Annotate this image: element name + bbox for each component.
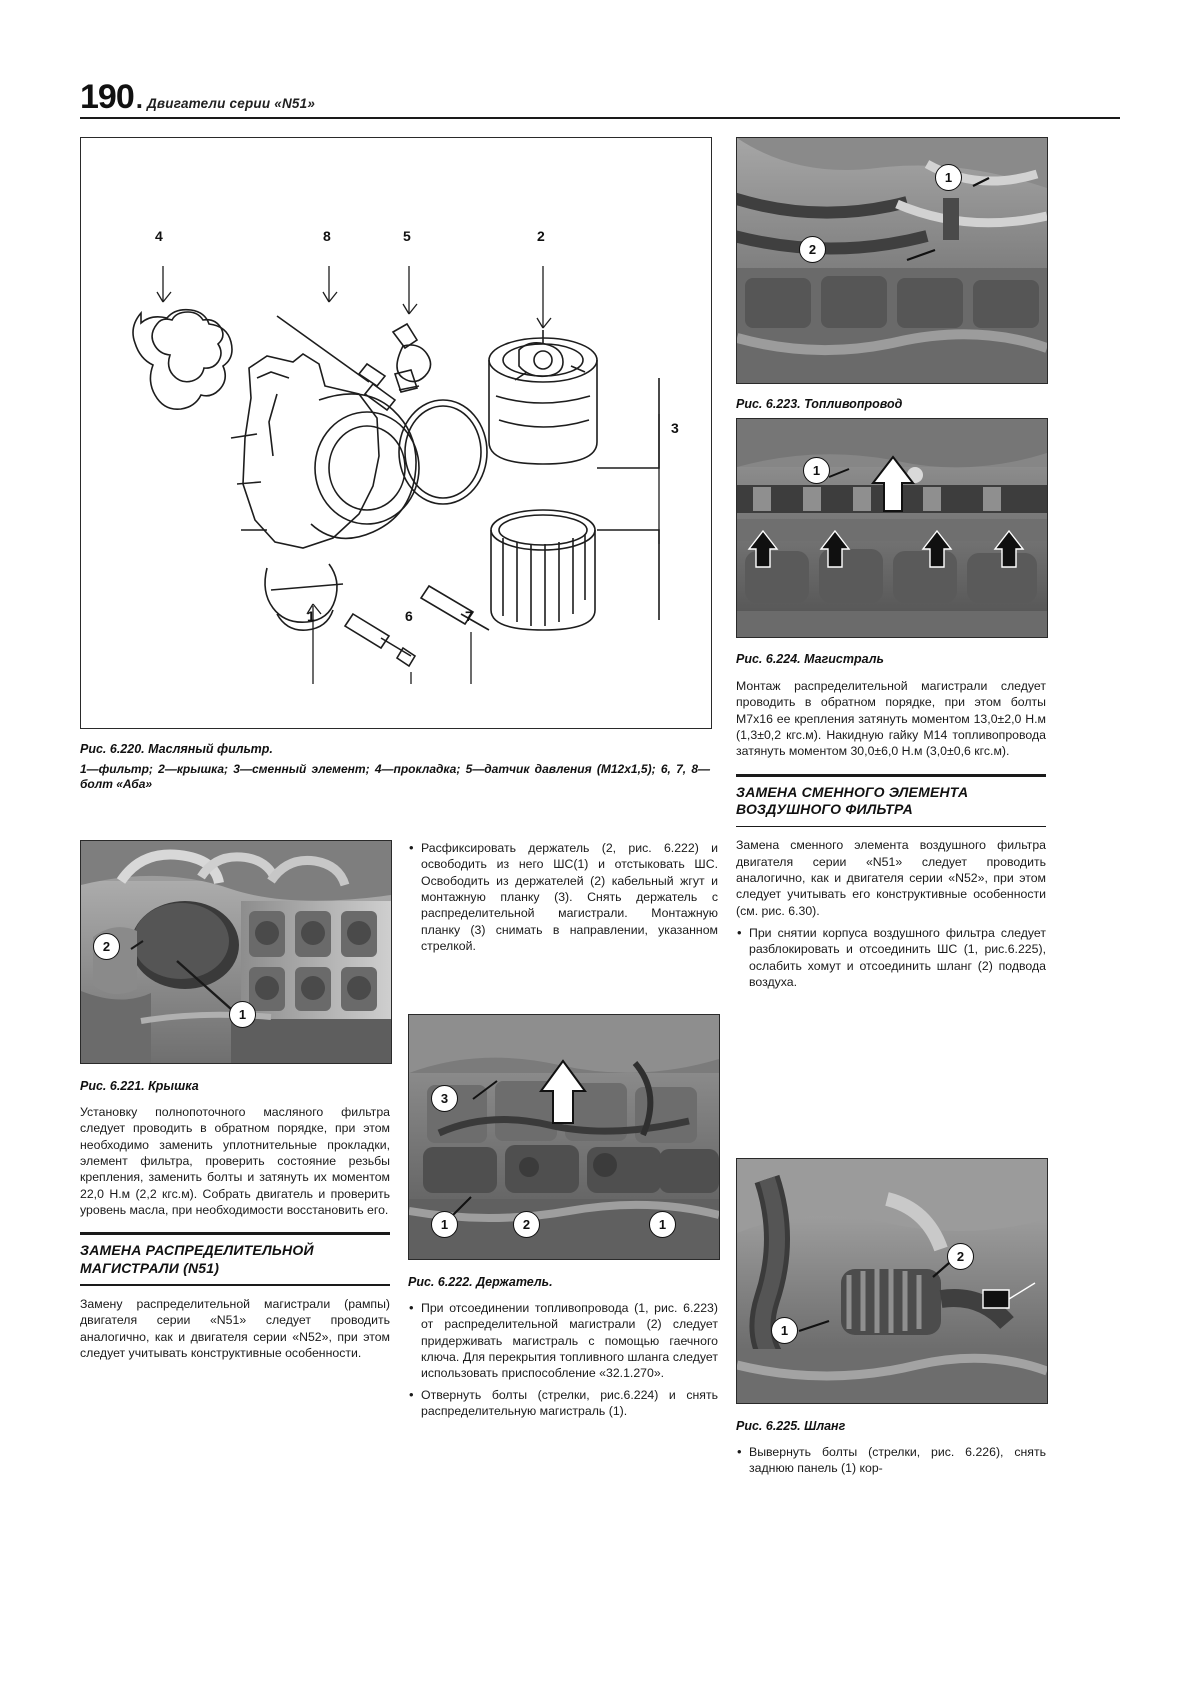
figure-6222-photo bbox=[408, 1014, 720, 1260]
right-column-bottom bbox=[736, 1444, 1046, 1482]
figure-6220-callout-1: 1 bbox=[307, 608, 315, 624]
page-header bbox=[80, 78, 1120, 117]
right-column-top bbox=[736, 678, 1046, 995]
hose-photo-art bbox=[737, 1159, 1047, 1403]
figure-6220-caption-block bbox=[80, 735, 710, 793]
paragraph-rail-torque: Монтаж распределительной магистрали следует проводить в обратном порядке, при этом болты М7х16 ее крепления затянуть моментом 13,0±2,0 Н.м (1,3±0,2 кгс.м). Накидную гайку М14 топливопровода затянуть моментом 30,0±6,0 Н.м (3,0±0,6 кгс.м). bbox=[736, 679, 1046, 759]
fuel-line-photo-art bbox=[737, 138, 1047, 383]
mid-column-bottom bbox=[408, 1300, 718, 1424]
bullet-list-holder bbox=[408, 840, 718, 954]
figure-6220-legend: 1—фильтр; 2—крышка; 3—сменный элемент; 4—прокладка; 5—датчик давления (М12х1,5); 6, 7, 8—болт «Аба» bbox=[80, 761, 710, 792]
bullet-list-rear-panel bbox=[736, 1444, 1046, 1477]
page-number: 190 bbox=[80, 78, 134, 116]
figure-6224-callout-1: 1 bbox=[803, 457, 830, 484]
figure-6223-callout-1: 1 bbox=[935, 164, 962, 191]
bolt-arrows bbox=[737, 527, 1047, 587]
section-rail-replacement bbox=[80, 1232, 390, 1361]
figure-6220-callout-8: 8 bbox=[323, 228, 331, 244]
section-air-title-line1: ЗАМЕНА СМЕННОГО ЭЛЕМЕНТА bbox=[736, 783, 969, 800]
figure-6222-callout-1-right: 1 bbox=[649, 1211, 676, 1238]
section-air-rule-bottom bbox=[736, 826, 1046, 828]
figure-6224-photo bbox=[736, 418, 1048, 638]
figure-6220-callout-7: 7 bbox=[465, 608, 473, 624]
figure-6223-photo bbox=[736, 137, 1048, 384]
bullet-bolts: • Отвернуть болты (стрелки, рис.6.224) и снять распределительную магистраль (1). bbox=[408, 1387, 718, 1420]
figure-6223-callout-2: 2 bbox=[799, 236, 826, 263]
figure-6225-callout-2: 2 bbox=[947, 1243, 974, 1270]
header-separator: . bbox=[135, 84, 143, 114]
figure-6224-caption: Рис. 6.224. Магистраль bbox=[736, 652, 884, 666]
figure-6220-callout-2: 2 bbox=[537, 228, 545, 244]
bullet-list-fuel bbox=[408, 1300, 718, 1419]
section-rail-title-line2: МАГИСТРАЛИ (N51) bbox=[80, 1259, 220, 1276]
figure-6220-callout-6: 6 bbox=[405, 608, 413, 624]
figure-6225-callout-1: 1 bbox=[771, 1317, 798, 1344]
figure-6221-callout-2: 2 bbox=[93, 933, 120, 960]
section-rule-top bbox=[80, 1232, 390, 1235]
section-air-rule-top bbox=[736, 774, 1046, 777]
figure-6222-caption: Рис. 6.222. Держатель. bbox=[408, 1275, 553, 1289]
header-divider bbox=[80, 117, 1120, 119]
bullet-list-housing bbox=[736, 925, 1046, 990]
figure-6222-callout-1-left: 1 bbox=[431, 1211, 458, 1238]
figure-6220-callout-3: 3 bbox=[671, 420, 679, 436]
mid-column-top bbox=[408, 840, 718, 959]
bullet-housing: • При снятии корпуса воздушного фильтра следует разблокировать и отсоединить ШС (1, рис.6.225), ослабить хомут и отсоединить шланг (2) подвода воздуха. bbox=[736, 925, 1046, 990]
section-rule-bottom bbox=[80, 1284, 390, 1286]
left-column bbox=[80, 1104, 390, 1367]
direction-arrow-icon bbox=[537, 1057, 589, 1127]
figure-6220-caption: Рис. 6.220. Масляный фильтр. bbox=[80, 742, 273, 756]
section-rail-title-line1: ЗАМЕНА РАСПРЕДЕЛИТЕЛЬНОЙ bbox=[80, 1242, 314, 1259]
figure-6225-photo bbox=[736, 1158, 1048, 1404]
figure-6220-callout-4: 4 bbox=[155, 228, 163, 244]
figure-6225-caption: Рис. 6.225. Шланг bbox=[736, 1419, 846, 1433]
direction-arrow-icon-rail bbox=[869, 453, 917, 515]
figure-6221-caption: Рис. 6.221. Крышка bbox=[80, 1079, 199, 1093]
paragraph-air: Замена сменного элемента воздушного фильтра двигателя серии «N51» следует проводить аналогично, как и двигателя серии «N52», при этом следует учитывать его конструктивные особенности (см. рис. 6.30). bbox=[736, 838, 1046, 918]
bullet-holder: • Расфиксировать держатель (2, рис. 6.222) и освободить из него ШС(1) и отстыковать ШС. Освободить из держателей (2) кабельный жгут и монтажную планку (3). Снять держатель с распределительной магистрали. Монтажную планку (3) снимать в направлении, указанном стрелкой. bbox=[408, 840, 718, 954]
figure-6222-callout-2: 2 bbox=[513, 1211, 540, 1238]
section-air-title-line2: ВОЗДУШНОГО ФИЛЬТРА bbox=[736, 801, 913, 818]
section-air-filter bbox=[736, 774, 1046, 991]
figure-6222-callout-3: 3 bbox=[431, 1085, 458, 1112]
figure-6220-callout-5: 5 bbox=[403, 228, 411, 244]
figure-6221-callout-1: 1 bbox=[229, 1001, 256, 1028]
running-title: Двигатели серии «N51» bbox=[146, 96, 316, 111]
bullet-fuel-line: • При отсоединении топливопровода (1, рис. 6.223) от распределительной магистрали (2) следует придерживать магистраль с помощью гаечного ключа. Для перекрытия топливного шланга следует использовать приспособление «32.1.270». bbox=[408, 1300, 718, 1382]
paragraph-filter-install: Установку полнопоточного масляного фильтра следует проводить в обратном порядке, при этом необходимо заменить уплотнительные прокладки, элемент фильтра, проверить состояние резьбы крепления, заменить болты и затянуть их моментом 22,0 Н.м (2,2 кгс.м). Собрать двигатель и проверить уровень масла, при необходимости восстановить его. bbox=[80, 1105, 390, 1218]
oil-filter-exploded-drawing bbox=[81, 138, 711, 728]
figure-6220 bbox=[80, 137, 712, 729]
figure-6221-photo bbox=[80, 840, 392, 1064]
paragraph-rail: Замену распределительной магистрали (рампы) двигателя серии «N51» следует проводить аналогично, как и двигателя серии «N52», при этом следует учитывать конструктивные особенности. bbox=[80, 1296, 390, 1360]
cover-photo-art bbox=[81, 841, 391, 1063]
bullet-rear-panel: • Вывернуть болты (стрелки, рис. 6.226), снять заднюю панель (1) кор- bbox=[736, 1444, 1046, 1477]
figure-6223-caption: Рис. 6.223. Топливопровод bbox=[736, 397, 903, 411]
